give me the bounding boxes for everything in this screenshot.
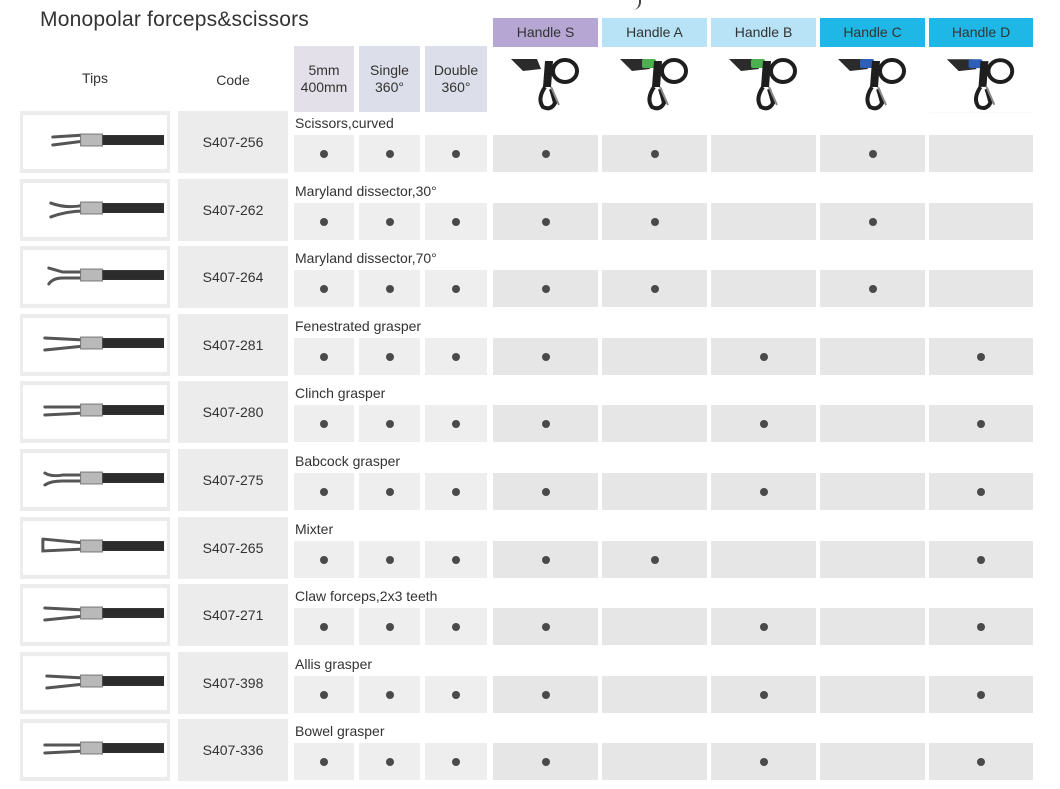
availability-dot xyxy=(452,420,460,428)
tips-column-header: Tips xyxy=(82,70,108,86)
row-5-cell-1 xyxy=(294,405,354,442)
row-10-cell-3 xyxy=(425,743,487,780)
availability-dot xyxy=(320,758,328,766)
availability-dot xyxy=(452,353,460,361)
row-7-tip-image xyxy=(20,517,170,579)
availability-dot xyxy=(386,420,394,428)
handle-2-image xyxy=(602,47,707,113)
row-4-cell-5 xyxy=(602,338,707,375)
row-5-cell-3 xyxy=(425,405,487,442)
row-7-cell-4 xyxy=(493,541,598,578)
row-6-cell-3 xyxy=(425,473,487,510)
availability-dot xyxy=(760,488,768,496)
row-10-tip-image xyxy=(20,719,170,781)
availability-dot xyxy=(386,218,394,226)
availability-dot xyxy=(452,218,460,226)
row-6-cell-4 xyxy=(493,473,598,510)
row-10-cell-8 xyxy=(929,743,1033,780)
availability-dot xyxy=(977,353,985,361)
availability-dot xyxy=(320,488,328,496)
row-10-cell-5 xyxy=(602,743,707,780)
row-3-cell-3 xyxy=(425,270,487,307)
row-7-cell-8 xyxy=(929,541,1033,578)
availability-dot xyxy=(977,691,985,699)
bowel-grasper-tip-icon xyxy=(23,723,167,777)
row-4-cell-7 xyxy=(820,338,925,375)
availability-dot xyxy=(386,691,394,699)
availability-dot xyxy=(452,623,460,631)
row-3-cell-4 xyxy=(493,270,598,307)
row-9-name: Allis grasper xyxy=(295,655,373,672)
handle-2-label: Handle A xyxy=(602,18,707,47)
row-6-name: Babcock grasper xyxy=(295,453,401,469)
row-5-tip-image xyxy=(20,381,170,443)
handle-3-label: Handle B xyxy=(711,18,816,47)
handle-1-image xyxy=(493,47,598,113)
handle-5-image xyxy=(929,47,1033,113)
row-5-name: Clinch grasper xyxy=(295,385,386,402)
availability-dot xyxy=(977,623,985,631)
maryland-dissector-30-tip-icon xyxy=(23,183,167,237)
row-7-cell-2 xyxy=(359,541,420,578)
row-5-cell-4 xyxy=(493,405,598,442)
row-4-name: Fenestrated grasper xyxy=(295,317,422,334)
row-9-cell-3 xyxy=(425,676,487,713)
spec-header-2: Single 360° xyxy=(359,46,420,112)
row-10-code: S407-336 xyxy=(178,719,288,781)
row-1-cell-4 xyxy=(493,135,598,172)
row-2-code: S407-262 xyxy=(178,179,288,241)
row-5-cell-7 xyxy=(820,405,925,442)
row-3-cell-8 xyxy=(929,270,1033,307)
availability-dot xyxy=(542,758,550,766)
row-1-cell-6 xyxy=(711,135,816,172)
availability-dot xyxy=(320,556,328,564)
availability-dot xyxy=(386,150,394,158)
row-8-cell-1 xyxy=(294,608,354,645)
row-7-cell-6 xyxy=(711,541,816,578)
availability-dot xyxy=(320,218,328,226)
row-4-cell-6 xyxy=(711,338,816,375)
availability-dot xyxy=(542,353,550,361)
row-8-tip-image xyxy=(20,584,170,646)
row-7-name: Mixter xyxy=(295,520,334,537)
row-8-name: Claw forceps,2x3 teeth xyxy=(295,588,438,605)
row-6-cell-7 xyxy=(820,473,925,510)
availability-dot xyxy=(320,691,328,699)
row-5-cell-2 xyxy=(359,405,420,442)
row-1-cell-3 xyxy=(425,135,487,172)
handle-4-label: Handle C xyxy=(820,18,925,47)
decorative-hook-mark xyxy=(633,0,641,10)
row-4-cell-4 xyxy=(493,338,598,375)
availability-dot xyxy=(651,556,659,564)
availability-dot xyxy=(542,623,550,631)
row-9-cell-2 xyxy=(359,676,420,713)
row-1-tip-image xyxy=(20,111,170,173)
row-4-cell-1 xyxy=(294,338,354,375)
row-10-cell-2 xyxy=(359,743,420,780)
row-2-tip-image xyxy=(20,179,170,241)
availability-dot xyxy=(542,150,550,158)
row-4-tip-image xyxy=(20,314,170,376)
availability-dot xyxy=(320,420,328,428)
row-6-code: S407-275 xyxy=(178,449,288,511)
availability-dot xyxy=(869,150,877,158)
maryland-dissector-70-tip-icon xyxy=(23,250,167,304)
spec-header-1: 5mm 400mm xyxy=(294,46,354,112)
row-9-cell-7 xyxy=(820,676,925,713)
clinch-grasper-tip-icon xyxy=(23,385,167,439)
row-9-code: S407-398 xyxy=(178,652,288,714)
row-9-cell-5 xyxy=(602,676,707,713)
row-4-cell-2 xyxy=(359,338,420,375)
row-2-cell-3 xyxy=(425,203,487,240)
row-10-name: Bowel grasper xyxy=(295,723,385,740)
row-8-cell-8 xyxy=(929,608,1033,645)
availability-dot xyxy=(452,758,460,766)
row-10-cell-6 xyxy=(711,743,816,780)
row-6-tip-image xyxy=(20,449,170,511)
availability-dot xyxy=(977,556,985,564)
code-column-header: Code xyxy=(216,72,250,88)
availability-dot xyxy=(542,691,550,699)
row-2-cell-1 xyxy=(294,203,354,240)
row-1-cell-8 xyxy=(929,135,1033,172)
row-2-cell-6 xyxy=(711,203,816,240)
babcock-grasper-tip-icon xyxy=(23,453,167,507)
row-7-cell-3 xyxy=(425,541,487,578)
row-6-cell-6 xyxy=(711,473,816,510)
availability-dot xyxy=(452,150,460,158)
row-10-cell-7 xyxy=(820,743,925,780)
row-7-cell-5 xyxy=(602,541,707,578)
row-9-cell-6 xyxy=(711,676,816,713)
availability-dot xyxy=(542,488,550,496)
availability-dot xyxy=(386,556,394,564)
availability-dot xyxy=(869,285,877,293)
row-2-cell-8 xyxy=(929,203,1033,240)
allis-grasper-tip-icon xyxy=(23,656,167,710)
row-8-cell-4 xyxy=(493,608,598,645)
row-6-cell-1 xyxy=(294,473,354,510)
row-5-cell-5 xyxy=(602,405,707,442)
availability-dot xyxy=(651,285,659,293)
availability-dot xyxy=(651,218,659,226)
row-2-cell-5 xyxy=(602,203,707,240)
row-3-cell-1 xyxy=(294,270,354,307)
row-3-cell-6 xyxy=(711,270,816,307)
row-9-cell-1 xyxy=(294,676,354,713)
row-9-cell-8 xyxy=(929,676,1033,713)
row-5-cell-6 xyxy=(711,405,816,442)
row-6-cell-5 xyxy=(602,473,707,510)
row-8-cell-6 xyxy=(711,608,816,645)
availability-dot xyxy=(542,285,550,293)
row-3-cell-5 xyxy=(602,270,707,307)
availability-dot xyxy=(542,218,550,226)
row-1-cell-1 xyxy=(294,135,354,172)
row-3-cell-2 xyxy=(359,270,420,307)
availability-dot xyxy=(386,353,394,361)
row-6-cell-2 xyxy=(359,473,420,510)
availability-dot xyxy=(320,353,328,361)
row-5-code: S407-280 xyxy=(178,381,288,443)
spec-header-3: Double 360° xyxy=(425,46,487,112)
row-1-name: Scissors,curved xyxy=(295,115,394,131)
row-1-cell-5 xyxy=(602,135,707,172)
availability-dot xyxy=(386,488,394,496)
row-2-name: Maryland dissector,30° xyxy=(295,182,437,199)
availability-dot xyxy=(760,353,768,361)
row-7-cell-7 xyxy=(820,541,925,578)
availability-dot xyxy=(452,691,460,699)
availability-dot xyxy=(386,758,394,766)
handle-4-image xyxy=(820,47,925,113)
fenestrated-grasper-tip-icon xyxy=(23,318,167,372)
row-8-cell-2 xyxy=(359,608,420,645)
availability-dot xyxy=(452,556,460,564)
row-9-cell-4 xyxy=(493,676,598,713)
availability-dot xyxy=(320,150,328,158)
availability-dot xyxy=(651,150,659,158)
availability-dot xyxy=(320,285,328,293)
availability-dot xyxy=(869,218,877,226)
row-3-code: S407-264 xyxy=(178,246,288,308)
row-6-cell-8 xyxy=(929,473,1033,510)
row-8-cell-7 xyxy=(820,608,925,645)
handle-5-label: Handle D xyxy=(929,18,1033,47)
availability-dot xyxy=(542,420,550,428)
availability-dot xyxy=(452,285,460,293)
row-1-cell-2 xyxy=(359,135,420,172)
row-4-cell-8 xyxy=(929,338,1033,375)
availability-dot xyxy=(542,556,550,564)
row-8-code: S407-271 xyxy=(178,584,288,646)
row-7-cell-1 xyxy=(294,541,354,578)
row-10-cell-4 xyxy=(493,743,598,780)
row-1-cell-7 xyxy=(820,135,925,172)
availability-dot xyxy=(452,488,460,496)
row-3-tip-image xyxy=(20,246,170,308)
row-10-cell-1 xyxy=(294,743,354,780)
row-9-tip-image xyxy=(20,652,170,714)
handle-3-image xyxy=(711,47,816,113)
row-3-name: Maryland dissector,70° xyxy=(295,250,437,267)
availability-dot xyxy=(977,488,985,496)
row-4-cell-3 xyxy=(425,338,487,375)
row-3-cell-7 xyxy=(820,270,925,307)
mixter-tip-icon xyxy=(23,521,167,575)
row-8-cell-3 xyxy=(425,608,487,645)
availability-dot xyxy=(977,420,985,428)
availability-dot xyxy=(386,623,394,631)
availability-dot xyxy=(760,420,768,428)
row-4-code: S407-281 xyxy=(178,314,288,376)
availability-dot xyxy=(320,623,328,631)
row-5-cell-8 xyxy=(929,405,1033,442)
handle-1-label: Handle S xyxy=(493,18,598,47)
row-2-cell-4 xyxy=(493,203,598,240)
curved-scissors-tip-icon xyxy=(23,115,167,169)
availability-dot xyxy=(760,623,768,631)
availability-dot xyxy=(760,691,768,699)
row-2-cell-2 xyxy=(359,203,420,240)
claw-forceps-tip-icon xyxy=(23,588,167,642)
row-8-cell-5 xyxy=(602,608,707,645)
row-7-code: S407-265 xyxy=(178,517,288,579)
page-title: Monopolar forceps&scissors xyxy=(40,8,309,31)
row-1-code: S407-256 xyxy=(178,111,288,173)
row-2-cell-7 xyxy=(820,203,925,240)
availability-dot xyxy=(977,758,985,766)
availability-dot xyxy=(386,285,394,293)
availability-dot xyxy=(760,758,768,766)
